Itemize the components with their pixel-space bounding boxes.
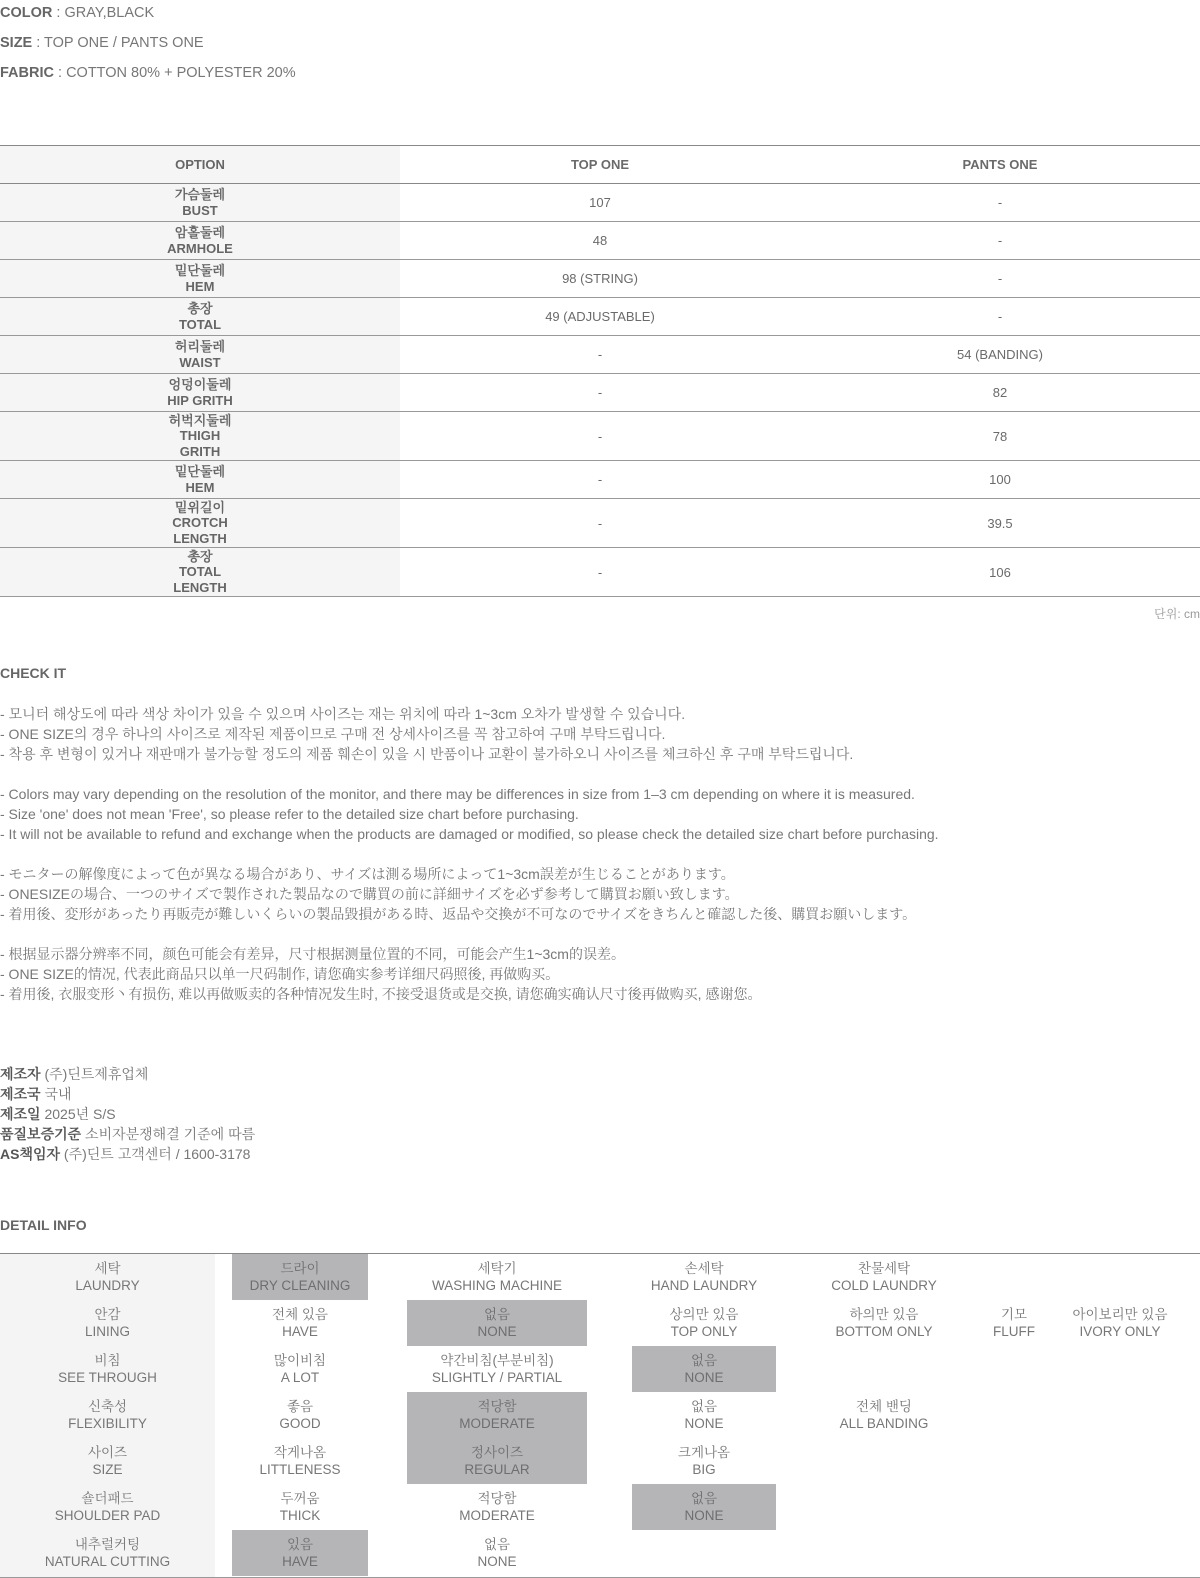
cell-label-en: FLEXIBILITY (68, 1416, 147, 1431)
cell-label-en: WASHING MACHINE (431, 1278, 562, 1293)
option-label-en: THIGH (179, 428, 221, 444)
cell-label-ko: 없음 (483, 1306, 511, 1322)
table-row (0, 222, 1200, 260)
maker-label: AS책임자 (0, 1146, 61, 1162)
cell-label-ko: 전체 있음 (272, 1306, 328, 1322)
cell-label-en: SHOULDER PAD (54, 1508, 161, 1523)
option-cell (0, 184, 400, 222)
option-cell (0, 298, 400, 336)
option-label-en: HEM (185, 479, 215, 495)
option-cell (0, 548, 400, 597)
cell-label-ko: 드라이 (280, 1260, 320, 1276)
cell-label-en: NONE (477, 1324, 517, 1339)
cell-label-ko: 하의만 있음 (849, 1306, 919, 1322)
cell-label-ko: 비침 (94, 1352, 121, 1368)
cell-label-en: DRY CLEANING (249, 1278, 351, 1293)
cell-label-en: GOOD (279, 1416, 321, 1431)
detail-option (232, 1300, 368, 1346)
cell-label-ko: 많이비침 (273, 1352, 327, 1368)
unit-label: 단위: cm (1154, 607, 1200, 621)
detail-option (794, 1300, 974, 1346)
header-option: OPTION (0, 146, 400, 184)
cell-label-ko: 정사이즈 (470, 1444, 524, 1460)
option-label-ko: 총장 (187, 301, 213, 316)
note-group (0, 784, 1200, 844)
cell-label-en: HAVE (282, 1324, 318, 1339)
pants-value: 78 (800, 412, 1200, 461)
note-line: - ONESIZEの場合、一つのサイズで製作された製品なので購買の前に詳細サイズを必ず参考して購買お願い致します。 (0, 886, 739, 902)
option-cell (0, 412, 400, 461)
spec-label: COLOR (0, 5, 53, 21)
cell-label-ko: 기모 (1000, 1306, 1028, 1322)
option-label-en: WAIST (179, 354, 221, 370)
option-cell (0, 499, 400, 548)
cell-label-ko: 아이보리만 있음 (1072, 1306, 1168, 1322)
note-line: - 着用後、変形があったり再販売が難しいくらいの製品毀損がある時、返品や交換が不可なのでサイズをきちんと確認した後、購買お願いします。 (0, 906, 917, 922)
maker-line (0, 1104, 255, 1124)
detail-option (407, 1530, 587, 1576)
maker-line (0, 1064, 255, 1084)
detail-option-selected (632, 1346, 776, 1392)
detail-option (794, 1254, 974, 1300)
table-row (0, 499, 1200, 548)
option-cell (0, 260, 400, 298)
detail-info-title: DETAIL INFO (0, 1217, 87, 1233)
pants-value: 39.5 (800, 499, 1200, 548)
cell-label-ko: 세탁 (94, 1260, 121, 1276)
spec-fabric (0, 64, 296, 94)
top-value: 98 (STRING) (400, 260, 800, 298)
cell-label-ko: 전체 밴딩 (856, 1398, 912, 1414)
detail-option (632, 1300, 776, 1346)
detail-option (232, 1484, 368, 1530)
top-value: 49 (ADJUSTABLE) (400, 298, 800, 336)
cell-label-ko: 찬물세탁 (857, 1260, 911, 1276)
cell-label-en: SEE THROUGH (58, 1370, 157, 1385)
note-line: - ONE SIZE的情况, 代表此商品只以单一尺码制作, 请您确实参考详细尺码照後, 再做购买。 (0, 966, 560, 982)
top-value: - (400, 412, 800, 461)
cell-label-ko: 적당함 (477, 1490, 517, 1506)
table-row (0, 184, 1200, 222)
option-label-en: BUST (182, 202, 218, 218)
option-label-en: TOTAL (178, 316, 222, 332)
cell-label-en: LITTLENESS (259, 1462, 341, 1477)
cell-label-ko: 작게나옴 (273, 1444, 327, 1460)
maker-value: 2025년 S/S (40, 1106, 116, 1122)
detail-option-selected (407, 1392, 587, 1438)
detail-row-head (0, 1392, 215, 1438)
maker-label: 품질보증기준 (0, 1126, 82, 1142)
cell-label-ko: 세탁기 (477, 1260, 517, 1276)
maker-label: 제조국 (0, 1086, 41, 1102)
cell-label-en: SIZE (92, 1462, 123, 1477)
cell-label-ko: 두꺼움 (280, 1490, 320, 1506)
cell-label-ko: 없음 (690, 1490, 718, 1506)
cell-label-en: FLUFF (993, 1324, 1035, 1339)
maker-value: (주)딘트 고객센터 / 1600-3178 (60, 1146, 251, 1162)
option-label-en: GRITH (179, 443, 221, 459)
maker-value: 국내 (40, 1086, 72, 1102)
cell-label-ko: 없음 (690, 1352, 718, 1368)
option-cell (0, 222, 400, 260)
detail-option (794, 1392, 974, 1438)
cell-label-ko: 있음 (286, 1536, 314, 1552)
detail-info-table (0, 1253, 1200, 1578)
maker-value: (주)딘트제휴업체 (40, 1066, 149, 1082)
maker-line (0, 1124, 255, 1144)
pants-value: 100 (800, 461, 1200, 499)
cell-label-en: NONE (684, 1370, 724, 1385)
cell-label-ko: 신축성 (87, 1398, 128, 1414)
maker-line (0, 1084, 255, 1104)
cell-label-ko: 없음 (690, 1398, 718, 1414)
pants-value: 54 (BANDING) (800, 336, 1200, 374)
cell-label-ko: 숄더패드 (81, 1490, 134, 1506)
detail-option (407, 1346, 587, 1392)
option-label-ko: 밑위길이 (174, 499, 226, 515)
cell-label-en: NATURAL CUTTING (44, 1554, 171, 1569)
size-table (0, 145, 1200, 597)
header-pants: PANTS ONE (800, 146, 1200, 184)
table-row (0, 412, 1200, 461)
cell-label-ko: 적당함 (477, 1398, 517, 1414)
option-label-en: ARMHOLE (167, 240, 233, 256)
detail-option (232, 1438, 368, 1484)
option-label-en: HIP GRITH (167, 392, 233, 408)
detail-option-selected (407, 1438, 587, 1484)
option-label-ko: 밑단둘레 (174, 464, 226, 479)
detail-option-selected (407, 1300, 587, 1346)
option-label-en: TOTAL (178, 564, 222, 580)
cell-label-en: NONE (684, 1508, 724, 1523)
option-label-ko: 엉덩이둘레 (168, 377, 232, 392)
pants-value: - (800, 260, 1200, 298)
pants-value: 106 (800, 548, 1200, 597)
detail-row-head (0, 1438, 215, 1484)
cell-label-en: THICK (279, 1508, 321, 1523)
detail-row-head (0, 1484, 215, 1530)
cell-label-en: MODERATE (459, 1508, 535, 1523)
table-row (0, 336, 1200, 374)
note-line: - モニターの解像度によって色が異なる場合があり、サイズは測る場所によって1~3cm誤差が生じることがあります。 (0, 866, 735, 882)
cell-label-en: IVORY ONLY (1079, 1324, 1161, 1339)
detail-row-head (0, 1346, 215, 1392)
manufacturer-info (0, 1064, 255, 1164)
top-value: - (400, 499, 800, 548)
note-group (0, 704, 1200, 764)
cell-label-en: ALL BANDING (839, 1416, 929, 1431)
note-line: - It will not be available to refund and exchange when the products are damaged or modified, so please check the detailed size chart before purchasing. (0, 826, 939, 842)
note-group (0, 944, 1200, 1004)
cell-label-en: BOTTOM ONLY (835, 1324, 933, 1339)
note-line: - Colors may vary depending on the resolution of the monitor, and there may be differences in size from 1–3 cm depending on where it is measured. (0, 786, 915, 802)
maker-label: 제조자 (0, 1066, 41, 1082)
option-label-ko: 허리둘레 (174, 339, 226, 354)
top-value: 107 (400, 184, 800, 222)
option-label-ko: 밑단둘레 (174, 263, 226, 278)
table-row (0, 298, 1200, 336)
check-it-title: CHECK IT (0, 665, 67, 681)
cell-label-en: HAVE (282, 1554, 318, 1569)
cell-label-ko: 좋음 (286, 1398, 314, 1414)
detail-option (232, 1392, 368, 1438)
cell-label-ko: 사이즈 (87, 1444, 128, 1460)
cell-label-ko: 크게나옴 (677, 1444, 731, 1460)
note-line: - 着用後, 衣服变形丶有损伤, 难以再做贩卖的各种情况发生时, 不接受退货或是交换, 请您确实确认尺寸後再做购买, 感谢您。 (0, 986, 762, 1002)
check-notes (0, 704, 1200, 1024)
option-cell (0, 336, 400, 374)
cell-label-en: MODERATE (459, 1416, 535, 1431)
note-line: - 모니터 해상도에 따라 색상 차이가 있을 수 있으며 사이즈는 재는 위치에 따라 1~3cm 오차가 발생할 수 있습니다. (0, 706, 686, 722)
detail-row-head (0, 1300, 215, 1346)
detail-option-selected (232, 1254, 368, 1300)
cell-label-en: NONE (684, 1416, 724, 1431)
option-label-en: HEM (185, 278, 215, 294)
note-group (0, 864, 1200, 924)
cell-label-en: A LOT (280, 1370, 320, 1385)
maker-label: 제조일 (0, 1106, 41, 1122)
top-value: - (400, 336, 800, 374)
spec-value: : COTTON 80% + POLYESTER 20% (53, 65, 296, 81)
spec-color (0, 4, 296, 34)
pants-value: - (800, 298, 1200, 336)
option-cell (0, 374, 400, 412)
cell-label-ko: 손세탁 (684, 1260, 724, 1276)
option-label-ko: 총장 (187, 548, 213, 564)
pants-value: - (800, 222, 1200, 260)
spec-size (0, 34, 296, 64)
cell-label-en: REGULAR (464, 1462, 530, 1477)
cell-label-ko: 안감 (94, 1306, 121, 1322)
header-top: TOP ONE (400, 146, 800, 184)
pants-value: - (800, 184, 1200, 222)
top-value: - (400, 374, 800, 412)
detail-option (407, 1254, 587, 1300)
spec-label: SIZE (0, 35, 33, 51)
note-line: - Size 'one' does not mean 'Free', so please refer to the detailed size chart before purchasing. (0, 806, 579, 822)
note-line: - 착용 후 변형이 있거나 재판매가 불가능할 정도의 제품 훼손이 있을 시 반품이나 교환이 불가하오니 사이즈를 체크하신 후 구매 부탁드립니다. (0, 746, 854, 762)
detail-option (232, 1346, 368, 1392)
cell-label-en: BIG (692, 1462, 716, 1477)
detail-option-selected (232, 1530, 368, 1576)
spec-label: FABRIC (0, 65, 54, 81)
maker-line (0, 1144, 255, 1164)
option-label-en: LENGTH (173, 579, 227, 595)
size-table-header (0, 146, 1200, 184)
cell-label-en: NONE (477, 1554, 517, 1569)
cell-label-ko: 약간비침(부분비침) (440, 1352, 554, 1368)
cell-label-en: SLIGHTLY / PARTIAL (431, 1370, 563, 1385)
note-line: - ONE SIZE의 경우 하나의 사이즈로 제작된 제품이므로 구매 전 상세사이즈를 꼭 참고하여 구매 부탁드립니다. (0, 726, 666, 742)
option-label-ko: 암홀둘레 (174, 225, 226, 240)
detail-option (974, 1300, 1054, 1346)
note-line: - 根据显示器分辨率不同，颜色可能会有差异，尺寸根据测量位置的不同，可能会产生1~3cm的误差。 (0, 946, 625, 962)
cell-label-en: COLD LAUNDRY (831, 1278, 937, 1293)
table-row (0, 374, 1200, 412)
option-label-ko: 가슴둘레 (174, 187, 226, 202)
detail-row-head (0, 1530, 215, 1576)
detail-option (1060, 1300, 1180, 1346)
detail-option (632, 1254, 776, 1300)
top-value: - (400, 461, 800, 499)
top-value: - (400, 548, 800, 597)
option-label-en: CROTCH (172, 515, 228, 531)
cell-label-en: TOP ONLY (670, 1324, 738, 1339)
detail-option-selected (632, 1484, 776, 1530)
detail-option (407, 1484, 587, 1530)
option-label-en: LENGTH (173, 530, 227, 546)
product-specs (0, 4, 296, 94)
detail-option (632, 1438, 776, 1484)
table-row (0, 548, 1200, 597)
cell-label-en: LAUNDRY (75, 1278, 140, 1293)
table-row (0, 461, 1200, 499)
option-cell (0, 461, 400, 499)
pants-value: 82 (800, 374, 1200, 412)
detail-row-head (0, 1254, 215, 1300)
cell-label-ko: 상의만 있음 (669, 1306, 739, 1322)
detail-option (632, 1392, 776, 1438)
spec-value: : TOP ONE / PANTS ONE (32, 35, 204, 51)
top-value: 48 (400, 222, 800, 260)
option-label-ko: 허벅지둘레 (168, 412, 232, 428)
table-row (0, 260, 1200, 298)
spec-value: : GRAY,BLACK (52, 5, 155, 21)
cell-label-ko: 없음 (483, 1536, 511, 1552)
cell-label-en: LINING (84, 1324, 130, 1339)
cell-label-en: HAND LAUNDRY (650, 1278, 758, 1293)
cell-label-ko: 내추럴커팅 (74, 1536, 141, 1552)
maker-value: 소비자분쟁해결 기준에 따름 (81, 1126, 256, 1142)
